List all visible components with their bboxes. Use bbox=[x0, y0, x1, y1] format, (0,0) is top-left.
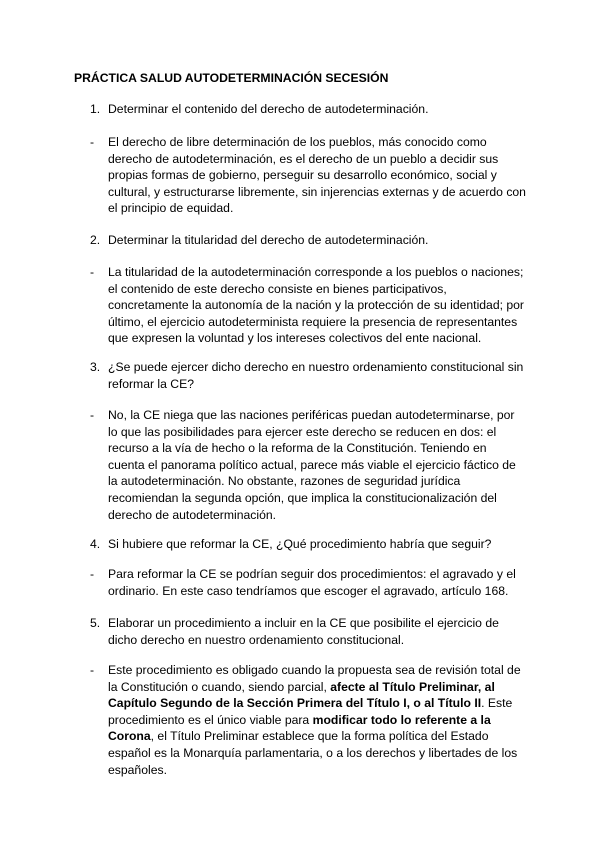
answer-text bbox=[108, 566, 526, 599]
answer-text bbox=[108, 264, 526, 347]
document-title: PRÁCTICA SALUD AUTODETERMINACIÓN SECESIÓN bbox=[74, 71, 389, 85]
text-run: Elaborar un procedimiento a incluir en la CE que posibilite el ejercicio de dicho derecho en nuestro ordenamiento constitucional. bbox=[108, 616, 499, 647]
answer-text bbox=[108, 134, 526, 217]
list-dash: - bbox=[90, 408, 95, 422]
text-run: No, la CE niega que las naciones periféricas puedan autodeterminarse, por lo que las posibilidades para ejercer este derecho se reducen en dos: el recurso a la vía de hecho o la reforma de la Constitución. Teniendo en cuenta el panorama político actual, parece más viable el ejercicio fáctico de la autodeterminación. No obstante, razones de seguridad jurídica recomiendan la segunda opción, que implica la constitucionalización del derecho de autodeterminación. bbox=[108, 408, 516, 522]
list-dash: - bbox=[90, 265, 95, 279]
list-number: 2. bbox=[90, 233, 101, 247]
list-number: 1. bbox=[90, 102, 101, 116]
question-text bbox=[108, 536, 526, 553]
bold-text-run: modificar todo lo referente a la Corona bbox=[108, 712, 491, 744]
text-run: El derecho de libre determinación de los pueblos, más conocido como derecho de autodeterminación, es el derecho de un pueblo a decidir sus propias formas de gobierno, perseguir su desarrollo económico, social y cultural, y estructurarse libremente, sin injerencias externas y de acuerdo con el principio de equidad. bbox=[108, 135, 526, 216]
question-text bbox=[108, 359, 526, 392]
answer-text bbox=[108, 662, 526, 778]
text-run: Este procedimiento es obligado cuando la propuesta sea de revisión total de la Constitución o cuando, siendo parcial, bbox=[108, 663, 521, 694]
text-run: Para reformar la CE se podrían seguir dos procedimientos: el agravado y el ordinario. En este caso tendríamos que escoger el agravado, artículo 168. bbox=[108, 567, 516, 598]
answer-text bbox=[108, 407, 526, 523]
list-number: 5. bbox=[90, 616, 101, 630]
text-run: , el Título Preliminar establece que la forma política del Estado español es la Monarquía parlamentaria, o a los derechos y libertades de los españoles. bbox=[108, 729, 518, 777]
list-dash: - bbox=[90, 567, 95, 581]
question-text bbox=[108, 101, 526, 118]
text-run: Determinar el contenido del derecho de autodeterminación. bbox=[108, 102, 429, 116]
list-number: 4. bbox=[90, 537, 101, 551]
bold-text-run: afecte al Título Preliminar, al Capítulo Segundo de la Sección Primera del Título I, o al Título II bbox=[108, 679, 495, 711]
text-run: Determinar la titularidad del derecho de autodeterminación. bbox=[108, 233, 429, 247]
text-run: Si hubiere que reformar la CE, ¿Qué procedimiento habría que seguir? bbox=[108, 537, 492, 551]
text-run: . Este procedimiento es el único viable para bbox=[108, 696, 513, 727]
list-dash: - bbox=[90, 663, 95, 677]
list-number: 3. bbox=[90, 360, 101, 374]
text-run: La titularidad de la autodeterminación corresponde a los pueblos o naciones; el contenido de este derecho consiste en bienes participativos, concretamente la autonomía de la nación y la protección de su identidad; por último, el ejercicio autodeterminista requiere la presencia de representantes que expresen la voluntad y los intereses colectivos del ente nacional. bbox=[108, 265, 524, 346]
text-run: ¿Se puede ejercer dicho derecho en nuestro ordenamiento constitucional sin reformar la CE? bbox=[108, 360, 524, 391]
question-text bbox=[108, 232, 526, 249]
question-text bbox=[108, 615, 526, 648]
list-dash: - bbox=[90, 135, 95, 149]
